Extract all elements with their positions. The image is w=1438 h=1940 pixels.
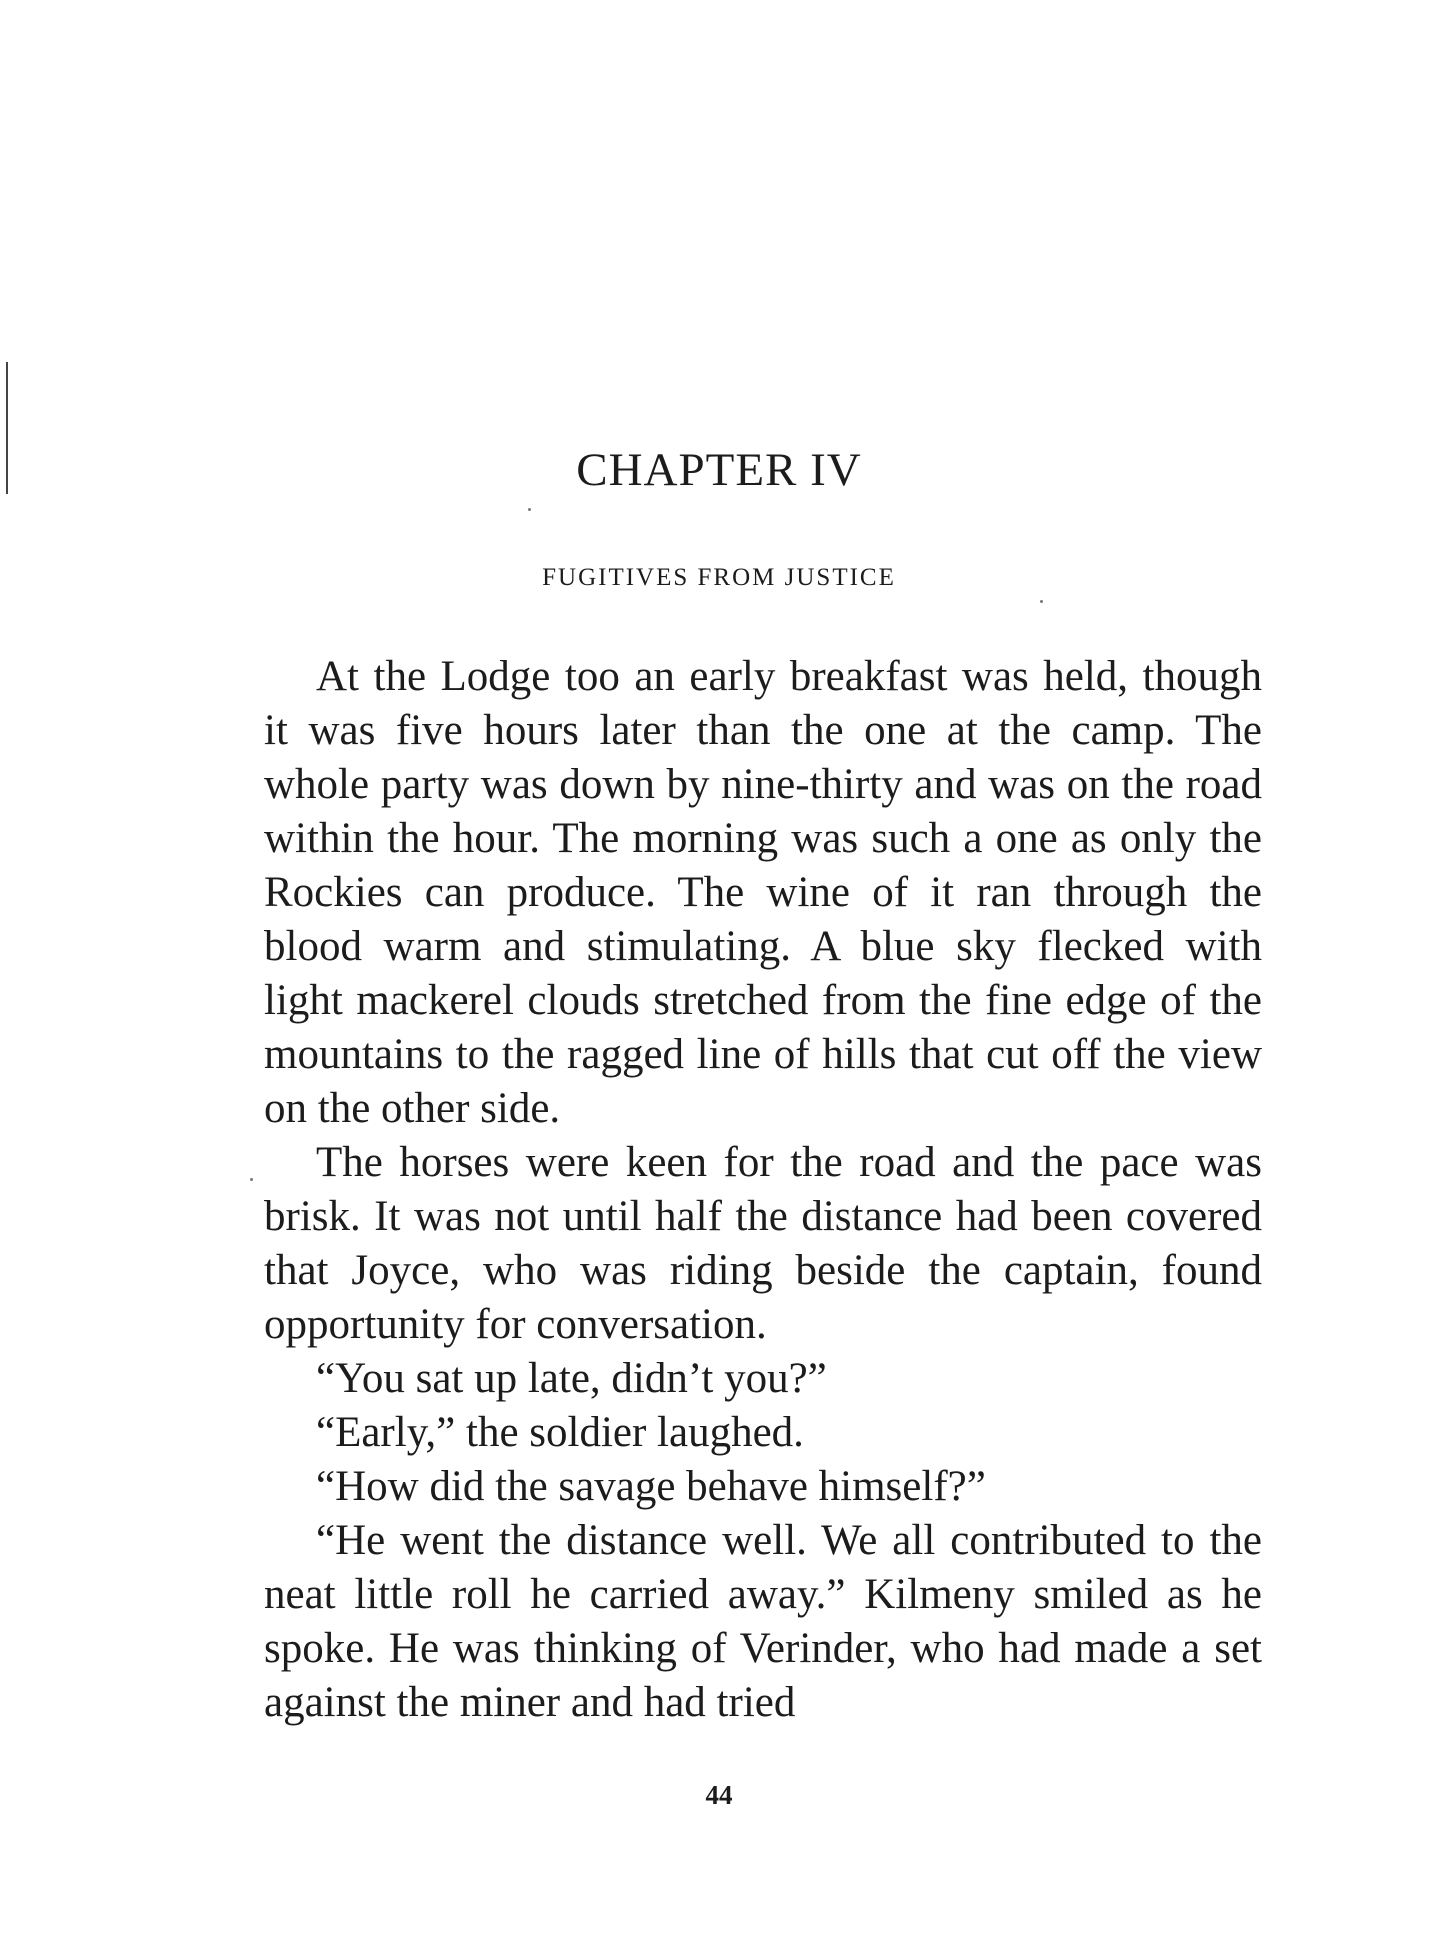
scan-speck [1040, 600, 1043, 603]
scan-speck [250, 1178, 253, 1181]
chapter-title: CHAPTER IV [576, 444, 862, 496]
chapter-subtitle: FUGITIVES FROM JUSTICE [542, 564, 896, 591]
paragraph-5: “How did the savage behave himself?” [316, 1463, 986, 1510]
body-text [264, 650, 1262, 1730]
paragraph-4: “Early,” the soldier laughed. [316, 1409, 804, 1456]
paragraph-3: “You sat up late, didn’t you?” [316, 1355, 827, 1402]
page-number: 44 [705, 1780, 733, 1810]
scan-speck [528, 508, 531, 511]
paragraph-1: At the Lodge too an early breakfast was held, though it was five hours later than the one at the camp. The whole party was down by nine-thirty and was on the road within the hour. The morning was such a one as only the Rockies can produce. The wine of it ran through the blood warm and stimulating. A blue sky flecked with light mackerel clouds stretched from the fine edge of the mountains to the ragged line of hills that cut off the view on the other side. [264, 653, 1262, 1132]
paragraph-2: The horses were keen for the road and the pace was brisk. It was not until half the distance had been covered that Joyce, who was riding beside the captain, found opportunity for conversation. [264, 1139, 1262, 1348]
paragraph-6: “He went the distance well. We all contributed to the neat little roll he carried away.” Kilmeny smiled as he spoke. He was thinking of Verinder, who had made a set against the miner and had tried [264, 1517, 1262, 1726]
